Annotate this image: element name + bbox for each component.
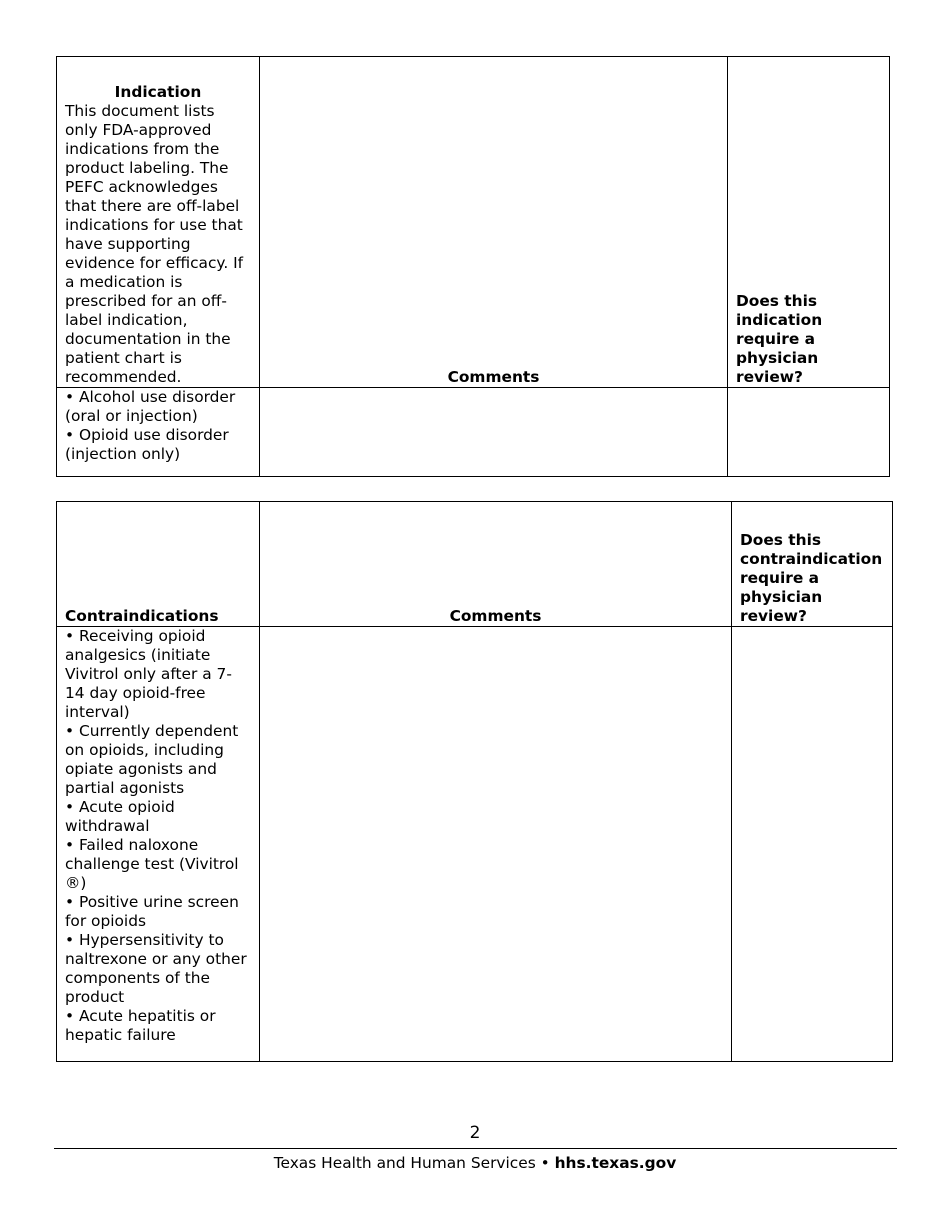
- contraindication-comments-cell: [260, 627, 732, 1062]
- contraindication-review-cell: [732, 627, 893, 1062]
- contraindication-item: • Acute hepatitis or hepatic failure: [65, 1007, 216, 1044]
- indication-header-row: [57, 57, 890, 388]
- indication-table: [56, 56, 890, 477]
- indication-header-cell: [57, 57, 260, 388]
- contraindication-item: • Currently dependent on opioids, including opiate agonists and partial agonists: [65, 722, 239, 797]
- footer: [0, 1154, 950, 1173]
- contraindication-item: • Failed naloxone challenge test (Vivitrol ®): [65, 836, 239, 892]
- contraindication-comments-header: Comments: [260, 502, 732, 627]
- footer-site-link[interactable]: hhs.texas.gov: [554, 1154, 677, 1172]
- footer-divider: [54, 1148, 897, 1149]
- indication-list-cell: [57, 388, 260, 477]
- page-number: 2: [469, 1123, 481, 1143]
- contraindication-item: • Hypersensitivity to naltrexone or any other components of the product: [65, 931, 247, 1006]
- indication-title: Indication: [114, 83, 202, 101]
- indication-review-cell: [728, 388, 890, 477]
- indication-comments-header: Comments: [260, 57, 728, 388]
- indication-review-header: Does this indication require a physician review?: [728, 57, 890, 388]
- contraindication-item: • Receiving opioid analgesics (initiate Vivitrol only after a 7-14 day opioid-free interval): [65, 627, 232, 721]
- indication-body-row: [57, 388, 890, 477]
- footer-org: Texas Health and Human Services •: [273, 1154, 555, 1172]
- indication-comments-cell: [260, 388, 728, 477]
- indication-item: • Alcohol use disorder (oral or injection): [65, 388, 236, 425]
- contraindication-list-cell: [57, 627, 260, 1062]
- indication-item: • Opioid use disorder (injection only): [65, 426, 229, 463]
- contraindication-item: • Positive urine screen for opioids: [65, 893, 239, 930]
- contraindication-item: • Acute opioid withdrawal: [65, 798, 175, 835]
- contraindication-body-row: [57, 627, 893, 1062]
- contraindication-title: Contraindications: [57, 502, 260, 627]
- indication-note: This document lists only FDA-approved indications from the product labeling. The PEFC acknowledges that there are off-label indications for use that have supporting evidence for efficacy. If a medication is prescribed for an off-label indication, documentation in the patient chart is recommended.: [65, 102, 244, 386]
- contraindication-review-header: Does this contraindication require a physician review?: [732, 502, 893, 627]
- contraindication-table: [56, 501, 893, 1062]
- contraindication-header-row: [57, 502, 893, 627]
